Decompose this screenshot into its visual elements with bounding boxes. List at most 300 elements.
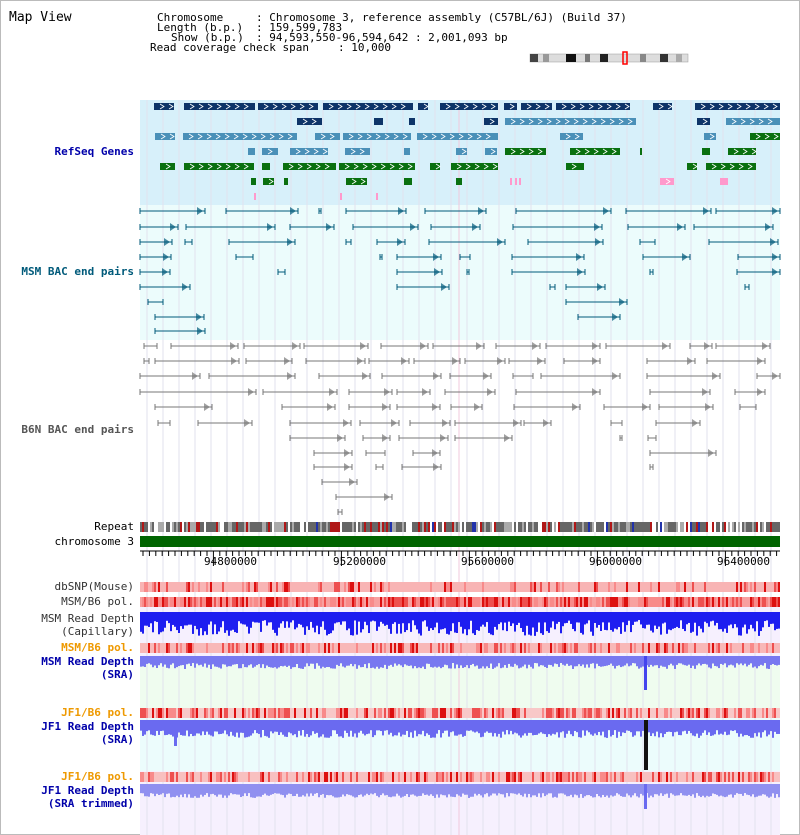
depth-bar: [766, 784, 768, 796]
depth-bar: [510, 784, 512, 793]
heatmap-cell: [390, 643, 392, 653]
depth-bar: [342, 612, 344, 621]
depth-bar: [508, 656, 510, 664]
depth-bar: [300, 656, 302, 669]
depth-bar: [764, 656, 766, 663]
heatmap-cell: [578, 582, 580, 592]
heatmap-cell: [386, 643, 388, 653]
repeat-element: [428, 522, 430, 532]
heatmap-cell: [682, 582, 684, 592]
heatmap-cell: [182, 597, 184, 607]
heatmap-cell: [534, 772, 536, 782]
heatmap-cell: [758, 708, 760, 718]
refseq-gene: [409, 118, 415, 125]
depth-bar: [170, 612, 172, 631]
heatmap-cell: [154, 582, 156, 592]
repeat-element: [344, 522, 346, 532]
heatmap-cell: [656, 643, 658, 653]
heatmap-cell: [404, 643, 406, 653]
depth-bar: [400, 784, 402, 798]
depth-bar: [718, 612, 720, 629]
heatmap-cell: [162, 772, 164, 782]
depth-bar: [208, 612, 210, 625]
depth-bar: [326, 612, 328, 635]
heatmap-cell: [618, 708, 620, 718]
depth-bar: [390, 784, 392, 797]
msm-b6-pol-sra-label: MSM/B6 pol.: [61, 641, 134, 654]
heatmap-cell: [470, 708, 472, 718]
heatmap-cell: [296, 772, 298, 782]
heatmap-cell: [222, 708, 224, 718]
heatmap-cell: [586, 597, 588, 607]
depth-bar: [418, 656, 420, 667]
depth-bar: [484, 656, 486, 668]
heatmap-cell: [280, 643, 282, 653]
heatmap-cell: [446, 643, 448, 653]
heatmap-cell: [434, 708, 436, 718]
depth-bar: [142, 784, 144, 793]
heatmap-cell: [460, 597, 462, 607]
depth-bar: [704, 656, 706, 664]
heatmap-cell: [440, 772, 442, 782]
depth-bar: [192, 612, 194, 634]
heatmap-cell: [530, 582, 532, 592]
heatmap-cell: [634, 643, 636, 653]
depth-bar: [372, 656, 374, 668]
heatmap-cell: [286, 582, 288, 592]
heatmap-cell: [252, 643, 254, 653]
heatmap-cell: [528, 643, 530, 653]
depth-bar: [148, 720, 150, 730]
heatmap-cell: [542, 708, 544, 718]
depth-bar: [450, 656, 452, 669]
depth-bar: [224, 720, 226, 730]
depth-bar: [658, 612, 660, 627]
depth-bar: [654, 784, 656, 794]
heatmap-cell: [238, 643, 240, 653]
heatmap-cell: [754, 772, 756, 782]
depth-bar: [220, 720, 222, 734]
heatmap-cell: [556, 582, 558, 592]
depth-bar: [704, 612, 706, 622]
depth-bar: [142, 612, 144, 634]
repeat-element: [212, 522, 214, 532]
depth-bar: [506, 656, 508, 668]
heatmap-cell: [184, 772, 186, 782]
heatmap-cell: [346, 708, 348, 718]
repeat-element: [282, 522, 284, 532]
heatmap-cell: [244, 582, 246, 592]
heatmap-cell: [462, 582, 464, 592]
heatmap-cell: [244, 643, 246, 653]
depth-bar: [456, 612, 458, 633]
heatmap-cell: [290, 597, 292, 607]
depth-bar: [758, 656, 760, 666]
repeat-element: [542, 522, 544, 532]
heatmap-cell: [362, 582, 364, 592]
heatmap-cell: [632, 772, 634, 782]
depth-bar: [696, 612, 698, 636]
repeat-element: [404, 522, 406, 532]
heatmap-cell: [358, 597, 360, 607]
heatmap-cell: [676, 772, 678, 782]
depth-bar: [650, 720, 652, 736]
depth-bar: [376, 784, 378, 796]
heatmap-cell: [610, 582, 612, 592]
heatmap-cell: [410, 597, 412, 607]
heatmap-cell: [248, 643, 250, 653]
repeat-element: [232, 522, 234, 532]
repeat-element: [330, 522, 332, 532]
depth-bar: [688, 656, 690, 665]
heatmap-cell: [684, 772, 686, 782]
heatmap-cell: [404, 597, 406, 607]
heatmap-cell: [458, 643, 460, 653]
heatmap-cell: [760, 643, 762, 653]
heatmap-cell: [706, 708, 708, 718]
depth-bar: [666, 720, 668, 732]
heatmap-cell: [560, 772, 562, 782]
depth-bar: [320, 784, 322, 795]
depth-bar: [718, 656, 720, 668]
depth-bar: [148, 784, 150, 797]
depth-bar: [262, 784, 264, 795]
heatmap-cell: [416, 582, 418, 592]
heatmap-cell: [348, 708, 350, 718]
depth-bar: [586, 656, 588, 664]
heatmap-cell: [586, 582, 588, 592]
depth-bar: [304, 656, 306, 667]
heatmap-cell: [360, 643, 362, 653]
b6n-bac-label[interactable]: B6N BAC end pairs: [21, 423, 134, 436]
depth-bar: [182, 656, 184, 665]
heatmap-cell: [140, 643, 142, 653]
heatmap-cell: [396, 582, 398, 592]
repeat-element: [362, 522, 364, 532]
depth-bar: [304, 720, 306, 737]
heatmap-cell: [634, 708, 636, 718]
depth-bar: [582, 784, 584, 798]
heatmap-cell: [180, 708, 182, 718]
depth-bar: [530, 784, 532, 797]
depth-bar: [748, 656, 750, 665]
repeat-element: [194, 522, 196, 532]
heatmap-cell: [522, 643, 524, 653]
msm-bac-label[interactable]: MSM BAC end pairs: [21, 265, 134, 278]
depth-bar: [522, 656, 524, 666]
refseq-gene: [248, 148, 255, 155]
depth-bar: [458, 720, 460, 735]
depth-bar: [738, 720, 740, 737]
heatmap-cell: [234, 643, 236, 653]
heatmap-cell: [256, 582, 258, 592]
depth-bar: [262, 720, 264, 730]
heatmap-cell: [636, 708, 638, 718]
heatmap-cell: [504, 582, 506, 592]
heatmap-cell: [638, 643, 640, 653]
heatmap-cell: [696, 597, 698, 607]
chromosome-ideogram[interactable]: [530, 52, 688, 64]
repeat-element: [748, 522, 750, 532]
depth-bar: [466, 784, 468, 795]
heatmap-cell: [682, 772, 684, 782]
heatmap-cell: [524, 597, 526, 607]
heatmap-cell: [684, 597, 686, 607]
heatmap-cell: [226, 708, 228, 718]
heatmap-cell: [274, 772, 276, 782]
depth-bar: [182, 612, 184, 629]
heatmap-cell: [362, 708, 364, 718]
heatmap-cell: [262, 597, 264, 607]
depth-bar: [660, 784, 662, 793]
heatmap-cell: [558, 772, 560, 782]
heatmap-cell: [490, 708, 492, 718]
heatmap-cell: [604, 708, 606, 718]
heatmap-cell: [588, 708, 590, 718]
heatmap-cell: [522, 708, 524, 718]
heatmap-cell: [236, 708, 238, 718]
repeat-element: [284, 522, 286, 532]
heatmap-cell: [680, 772, 682, 782]
heatmap-cell: [438, 708, 440, 718]
heatmap-cell: [570, 643, 572, 653]
depth-bar: [392, 784, 394, 796]
depth-bar: [608, 784, 610, 798]
depth-bar: [238, 656, 240, 668]
heatmap-cell: [352, 708, 354, 718]
depth-bar: [652, 656, 654, 666]
heatmap-cell: [206, 643, 208, 653]
heatmap-cell: [652, 597, 654, 607]
heatmap-cell: [408, 708, 410, 718]
refseq-gene: [376, 193, 378, 200]
depth-bar: [192, 720, 194, 736]
heatmap-cell: [688, 582, 690, 592]
heatmap-cell: [266, 772, 268, 782]
heatmap-cell: [720, 643, 722, 653]
msm-b6-pol-label: MSM/B6 pol.: [61, 595, 134, 608]
depth-bar: [158, 656, 160, 665]
depth-bar: [594, 784, 596, 797]
heatmap-cell: [400, 597, 402, 607]
depth-bar: [348, 612, 350, 629]
depth-bar: [398, 656, 400, 664]
depth-bar: [368, 612, 370, 633]
depth-bar: [372, 784, 374, 794]
repeat-element: [200, 522, 202, 532]
heatmap-cell: [578, 597, 580, 607]
repeat-element: [244, 522, 246, 532]
heatmap-cell: [534, 643, 536, 653]
heatmap-cell: [286, 597, 288, 607]
depth-bar: [402, 612, 404, 623]
depth-bar: [476, 656, 478, 666]
depth-bar: [174, 784, 176, 797]
depth-bar: [526, 784, 528, 797]
repeat-element: [198, 522, 200, 532]
heatmap-cell: [368, 597, 370, 607]
heatmap-cell: [182, 708, 184, 718]
depth-bar: [754, 612, 756, 631]
heatmap-cell: [488, 708, 490, 718]
heatmap-cell: [192, 708, 194, 718]
heatmap-cell: [236, 582, 238, 592]
repeat-element: [504, 522, 506, 532]
heatmap-cell: [590, 582, 592, 592]
heatmap-cell: [316, 582, 318, 592]
depth-bar: [638, 612, 640, 620]
heatmap-cell: [338, 772, 340, 782]
heatmap-cell: [314, 772, 316, 782]
heatmap-cell: [734, 772, 736, 782]
depth-bar: [652, 612, 654, 632]
depth-bar: [384, 784, 386, 795]
heatmap-cell: [674, 597, 676, 607]
depth-bar: [708, 612, 710, 627]
heatmap-cell: [596, 582, 598, 592]
depth-bar: [314, 720, 316, 734]
heatmap-cell: [750, 582, 752, 592]
heatmap-cell: [596, 643, 598, 653]
depth-bar: [536, 656, 538, 663]
heatmap-cell: [718, 597, 720, 607]
heatmap-cell: [268, 708, 270, 718]
heatmap-cell: [762, 597, 764, 607]
repeat-element: [776, 522, 778, 532]
heatmap-cell: [746, 597, 748, 607]
heatmap-cell: [520, 582, 522, 592]
depth-bar: [540, 784, 542, 797]
repeat-element: [160, 522, 162, 532]
heatmap-cell: [154, 597, 156, 607]
depth-bar: [366, 656, 368, 668]
heatmap-cell: [652, 643, 654, 653]
heatmap-cell: [454, 772, 456, 782]
heatmap-cell: [240, 708, 242, 718]
heatmap-cell: [684, 643, 686, 653]
depth-bar: [764, 720, 766, 730]
depth-bar: [466, 612, 468, 635]
heatmap-cell: [712, 582, 714, 592]
heatmap-cell: [326, 643, 328, 653]
heatmap-cell: [518, 772, 520, 782]
depth-bar: [750, 656, 752, 663]
heatmap-cell: [254, 582, 256, 592]
heatmap-cell: [688, 643, 690, 653]
heatmap-cell: [486, 597, 488, 607]
heatmap-cell: [758, 772, 760, 782]
heatmap-cell: [664, 643, 666, 653]
heatmap-cell: [482, 643, 484, 653]
depth-bar: [194, 656, 196, 668]
depth-bar: [378, 720, 380, 730]
repeat-element: [530, 522, 532, 532]
heatmap-cell: [648, 597, 650, 607]
depth-bar: [416, 720, 418, 736]
depth-bar: [324, 612, 326, 630]
heatmap-cell: [654, 582, 656, 592]
repeat-element: [738, 522, 740, 532]
depth-bar: [164, 720, 166, 735]
heatmap-cell: [284, 582, 286, 592]
heatmap-cell: [282, 772, 284, 782]
heatmap-cell: [496, 597, 498, 607]
heatmap-cell: [770, 597, 772, 607]
heatmap-cell: [244, 708, 246, 718]
repeat-element: [250, 522, 252, 532]
depth-bar: [632, 784, 634, 795]
depth-bar: [352, 784, 354, 796]
depth-bar: [712, 784, 714, 793]
depth-bar: [474, 720, 476, 732]
repeat-element: [450, 522, 452, 532]
depth-bar: [168, 656, 170, 668]
heatmap-cell: [268, 643, 270, 653]
refseq-genes-label[interactable]: RefSeq Genes: [54, 145, 134, 158]
depth-bar: [662, 784, 664, 796]
refseq-gene: [451, 163, 498, 170]
show-label: Show (b.p.): [171, 31, 244, 44]
heatmap-cell: [214, 643, 216, 653]
depth-bar: [530, 612, 532, 636]
repeat-element: [332, 522, 334, 532]
heatmap-cell: [416, 643, 418, 653]
heatmap-cell: [386, 582, 388, 592]
repeat-track[interactable]: [140, 522, 780, 532]
heatmap-cell: [388, 582, 390, 592]
heatmap-cell: [402, 582, 404, 592]
heatmap-cell: [494, 582, 496, 592]
heatmap-cell: [756, 597, 758, 607]
heatmap-cell: [514, 597, 516, 607]
repeat-element: [360, 522, 362, 532]
depth-bar: [768, 784, 770, 798]
heatmap-cell: [680, 643, 682, 653]
depth-bar: [336, 784, 338, 798]
depth-bar: [658, 784, 660, 796]
depth-bar: [228, 720, 230, 736]
depth-bar: [676, 612, 678, 627]
repeat-element: [520, 522, 522, 532]
depth-bar: [584, 720, 586, 736]
depth-bar: [288, 612, 290, 628]
depth-bar: [520, 784, 522, 795]
refseq-gene: [417, 133, 498, 140]
depth-bar: [748, 720, 750, 736]
refseq-gene: [254, 193, 256, 200]
depth-bar: [312, 784, 314, 796]
depth-bar: [670, 720, 672, 732]
depth-bar: [634, 612, 636, 622]
depth-bar: [146, 784, 148, 796]
depth-bar: [222, 612, 224, 621]
heatmap-cell: [392, 643, 394, 653]
depth-bar: [730, 784, 732, 794]
heatmap-cell: [412, 582, 414, 592]
depth-bar: [446, 612, 448, 634]
depth-bar: [480, 656, 482, 668]
depth-bar: [556, 612, 558, 624]
repeat-element: [154, 522, 156, 532]
heatmap-cell: [270, 643, 272, 653]
heatmap-cell: [676, 582, 678, 592]
depth-bar: [234, 784, 236, 794]
depth-bar: [500, 656, 502, 668]
heatmap-cell: [632, 582, 634, 592]
depth-bar: [336, 720, 338, 734]
depth-bar: [412, 784, 414, 794]
heatmap-cell: [224, 597, 226, 607]
